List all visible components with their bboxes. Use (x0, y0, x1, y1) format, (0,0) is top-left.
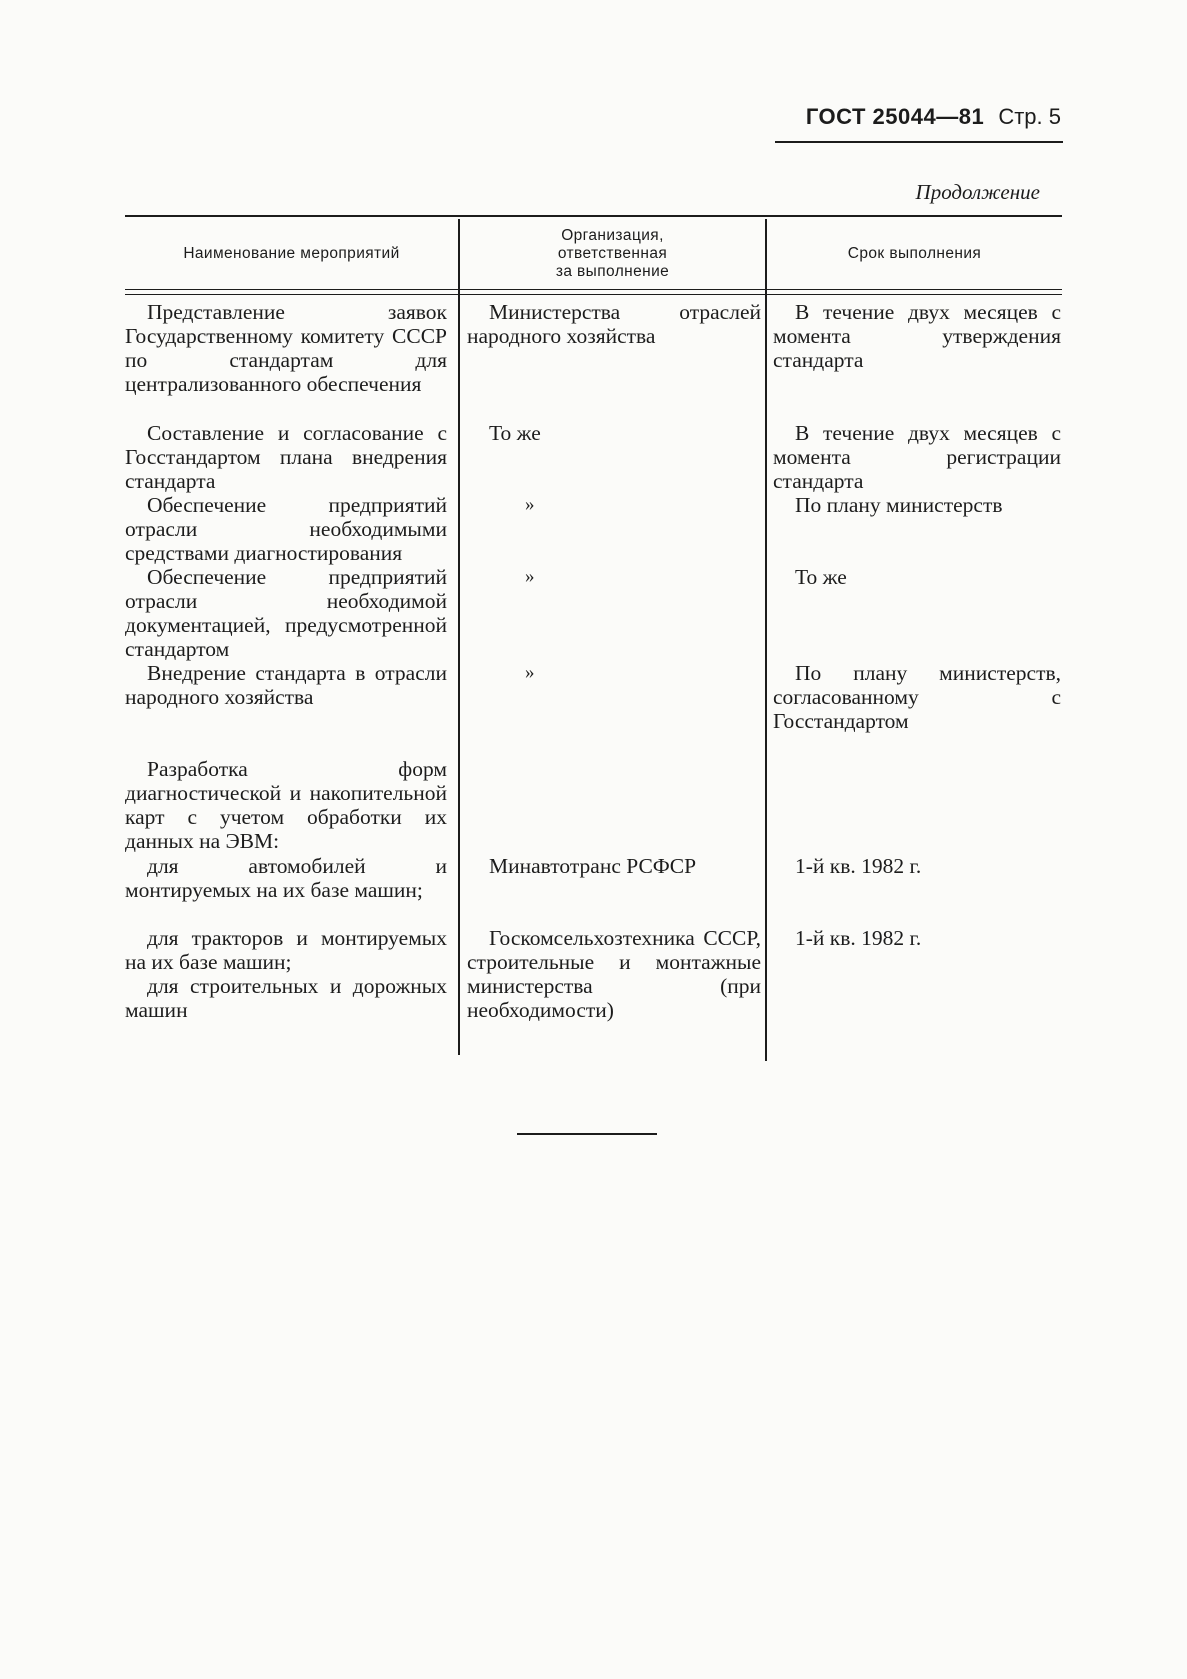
table-cell-measure: Обеспечение предприятий отрасли необходимой документацией, предусмотренной стандартом (125, 565, 447, 661)
page-number: Стр. 5 (998, 104, 1061, 129)
table-cell-measure: для строительных и дорожных машин (125, 974, 447, 1022)
table-cell-measure: Внедрение стандарта в отрасли народного хозяйства (125, 661, 447, 709)
table-cell-organization: Госкомсельхозтехника СССР, строительные и монтажные министерства (при необходимости) (467, 926, 761, 1022)
table-cell-measure: Составление и согласование с Госстандартом плана внедрения стандарта (125, 421, 447, 493)
ditto-mark: » (525, 662, 535, 683)
ditto-mark: » (525, 494, 535, 515)
table-cell-organization: То же (489, 421, 541, 445)
page-header (806, 104, 1061, 130)
column-divider (765, 219, 767, 1061)
continuation-label: Продолжение (915, 180, 1040, 204)
column-header-measure: Наименование мероприятий (183, 245, 400, 262)
table-cell-deadline: По плану министерств, согласованному с Госстандартом (773, 661, 1061, 733)
table-top-rule (125, 215, 1062, 217)
table-cell-measure: Разработка форм диагностической и накопительной карт с учетом обработки их данных на ЭВМ: (125, 757, 447, 853)
ditto-mark: » (525, 566, 535, 587)
end-of-document-rule (517, 1133, 657, 1135)
table-cell-deadline: В течение двух месяцев с момента утверждения стандарта (773, 300, 1061, 372)
table-cell-organization: Минавтотранс РСФСР (489, 854, 697, 878)
table-cell-measure: Представление заявок Государственному комитету СССР по стандартам для централизованного обеспечения (125, 300, 447, 396)
column-header-deadline: Срок выполнения (847, 245, 982, 262)
standard-number: ГОСТ 25044—81 (805, 104, 985, 129)
table-cell-measure: для автомобилей и монтируемых на их базе машин; (125, 854, 447, 902)
header-rule (775, 141, 1063, 143)
column-header-organization: Организация, ответственная за выполнение (555, 227, 670, 280)
table-cell-deadline: 1-й кв. 1982 г. (795, 926, 922, 950)
column-divider (458, 219, 460, 1055)
table-cell-deadline: В течение двух месяцев с момента регистрации стандарта (773, 421, 1061, 493)
table-header-rule (125, 289, 1062, 290)
table-cell-deadline: 1-й кв. 1982 г. (795, 854, 922, 878)
table-cell-measure: Обеспечение предприятий отрасли необходимыми средствами диагностирования (125, 493, 447, 565)
table-header-rule-double (125, 294, 1062, 295)
measures-table (125, 215, 1062, 1055)
table-cell-deadline: То же (795, 565, 847, 589)
table-cell-deadline: По плану министерств (795, 493, 1003, 517)
table-cell-organization: Министерства отраслей народного хозяйства (467, 300, 761, 348)
table-cell-measure: для тракторов и монтируемых на их базе машин; (125, 926, 447, 974)
